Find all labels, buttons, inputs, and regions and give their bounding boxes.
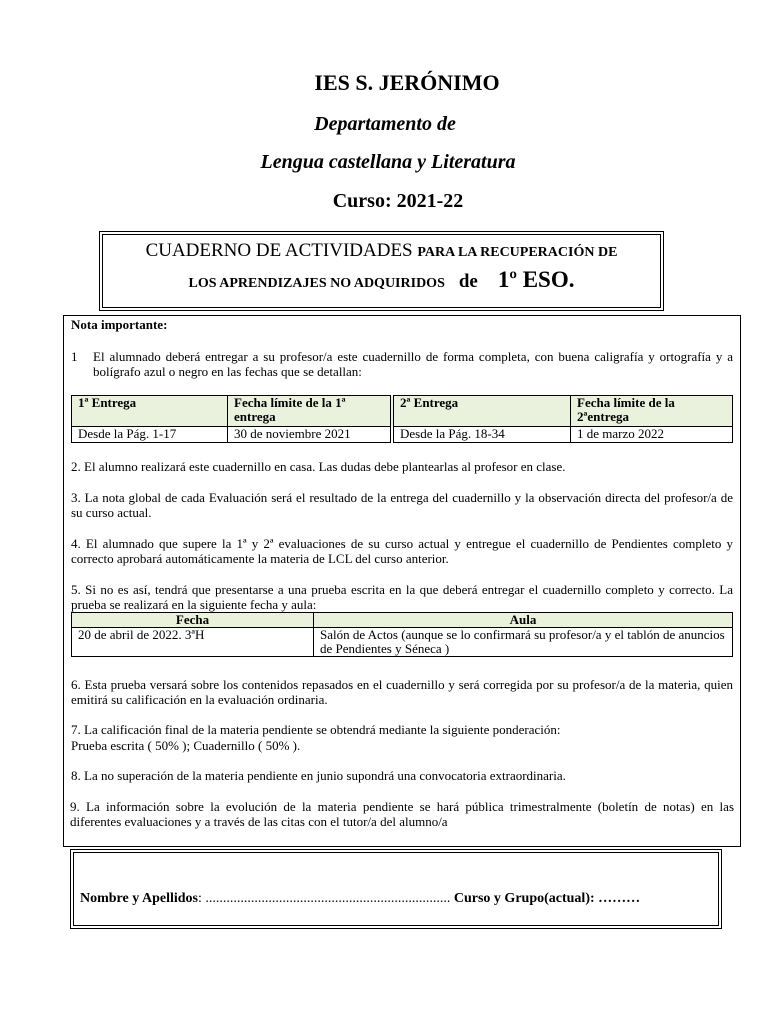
name-label: Nombre y Apellidos <box>80 891 198 906</box>
item-3: 3. La nota global de cada Evaluación será el resultado de la entrega del cuadernillo y la observación directa del profesor/a de su curso actual. <box>71 490 733 520</box>
title-part-1: CUADERNO DE ACTIVIDADES <box>145 240 413 261</box>
title-box <box>99 231 664 311</box>
title-part-2: PARA LA RECUPERACIÓN DE <box>417 245 618 260</box>
department-line-2: Lengua castellana y Literatura <box>260 151 516 173</box>
title-part-5: 1º ESO. <box>497 267 575 292</box>
item-5: 5. Si no es así, tendrá que presentarse a una prueba escrita en la que deberá entregar el cuadernillo completo y correcto. La prueba se realizará en la siguiente fecha y aula: <box>71 582 733 612</box>
table-cell: Desde la Pág. 1-17 <box>72 427 228 443</box>
deliveries-table <box>71 395 733 443</box>
item-4: 4. El alumnado que supere la 1ª y 2ª evaluaciones de su curso actual y entregue el cuadernillo de Pendientes completo y correcto aprobará automáticamente la materia de LCL del curso anterior. <box>71 536 733 566</box>
name-field[interactable]: : ...................................................................... <box>197 891 451 906</box>
header-cell: 2ª Entrega <box>392 396 571 427</box>
notes-title: Nota importante: <box>71 317 168 332</box>
item-9: 9. La información sobre la evolución de la materia pendiente se hará pública trimestralmente (boletín de notas) en las diferentes evaluaciones y a través de las citas con el tutor/a del alumno/a <box>70 799 734 829</box>
item-7-line-2: Prueba escrita ( 50% ); Cuadernillo ( 50% ). <box>71 738 301 753</box>
item-8: 8. La no superación de la materia pendiente en junio supondrá una convocatoria extraordinaria. <box>71 768 566 783</box>
table-cell: 30 de noviembre 2021 <box>228 427 393 443</box>
header-cell: Fecha límite de la 1ª entrega <box>228 396 393 427</box>
exam-header-row <box>72 613 733 628</box>
title-part-4: de <box>458 271 478 292</box>
header-cell: 1ª Entrega <box>72 396 228 427</box>
group-label: Curso y Grupo(actual) <box>453 891 590 906</box>
item-2: 2. El alumno realizará este cuadernillo en casa. Las dudas debe plantearlas al profesor en clase. <box>71 459 566 474</box>
exam-table <box>71 612 733 657</box>
course-year: Curso: 2021-22 <box>332 190 464 212</box>
item-1: El alumnado deberá entregar a su profesor/a este cuadernillo de forma completa, con buena caligrafía y ortografía y a bolígrafo azul o negro en las fechas que se detallan: <box>93 349 733 379</box>
group-field[interactable]: : ……… <box>590 891 641 906</box>
title-part-3: LOS APRENDIZAJES NO ADQUIRIDOS <box>188 276 445 291</box>
item-1-number: 1 <box>71 349 78 364</box>
header-cell: Fecha límite de la 2ªentrega <box>571 396 733 427</box>
department-line-1: Departamento de <box>314 113 456 135</box>
exam-row <box>72 628 733 657</box>
table-cell: Salón de Actos (aunque se lo confirmará su profesor/a y el tablón de anuncios de Pendientes y Séneca ) <box>314 628 733 657</box>
table-cell: 1 de marzo 2022 <box>571 427 733 443</box>
table-cell: Desde la Pág. 18-34 <box>392 427 571 443</box>
item-7-line-1: 7. La calificación final de la materia pendiente se obtendrá mediante la siguiente ponderación: <box>71 722 561 737</box>
header-cell: Fecha <box>72 613 314 628</box>
deliveries-row <box>72 427 733 443</box>
item-6: 6. Esta prueba versará sobre los contenidos repasados en el cuadernillo y será corregida por su profesor/a de la materia, quien emitirá su calificación en la evaluación ordinaria. <box>71 677 733 707</box>
school-name: IES S. JERÓNIMO <box>314 70 500 95</box>
signature-line <box>80 891 640 907</box>
title-line-2 <box>103 267 660 293</box>
header-cell: Aula <box>314 613 733 628</box>
signature-box <box>70 849 722 929</box>
title-line-1 <box>103 240 660 262</box>
table-cell: 20 de abril de 2022. 3ªH <box>72 628 314 657</box>
deliveries-header-row <box>72 396 733 427</box>
